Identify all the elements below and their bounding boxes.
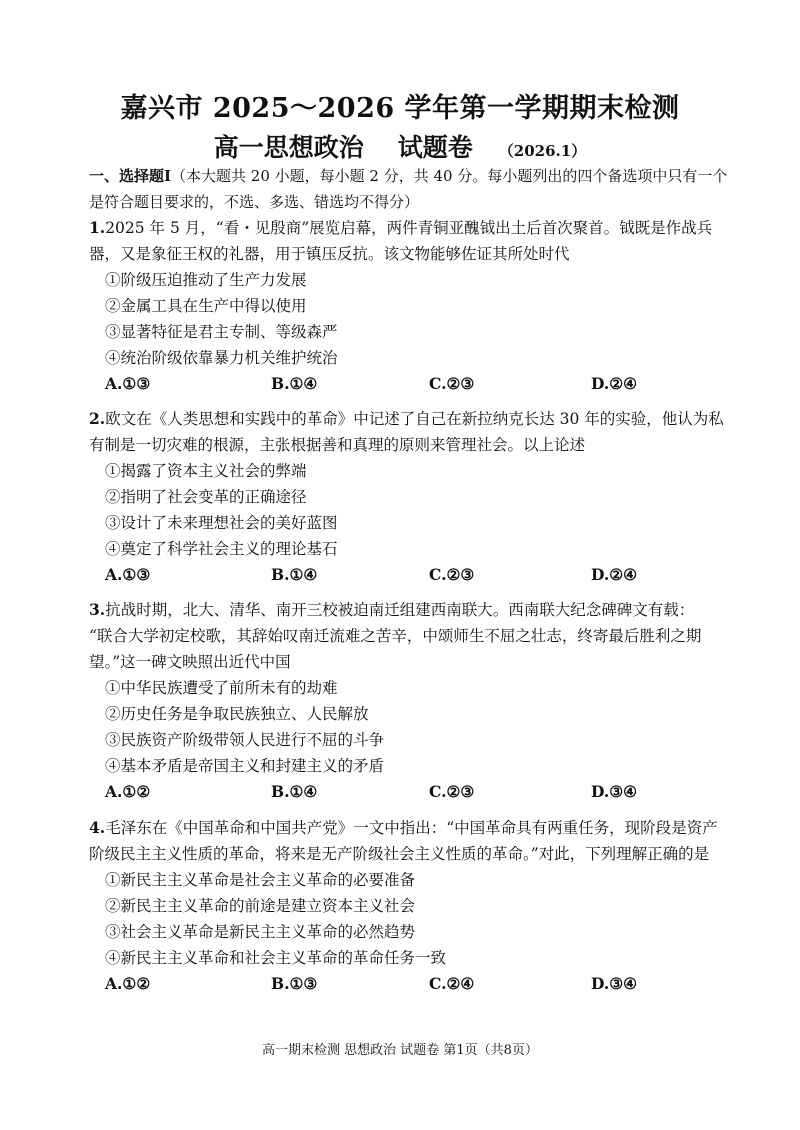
choice-c[interactable]: C.②④ [429,974,475,993]
option-statement: ②金属工具在生产中得以使用 [105,297,307,315]
choice-d[interactable]: D.②④ [591,565,638,584]
exam-date: （2026.1） [498,142,587,160]
question-number: 2. [89,409,106,428]
subject-title: 高一思想政治 [213,133,364,162]
question-4 [89,815,729,997]
option-statement: ①新民主主义革命是社会主义革命的必要准备 [105,871,416,889]
choice-a[interactable]: A.①② [105,782,151,801]
option-statement: ①阶级压迫推动了生产力发展 [105,271,307,289]
option-statement: ②指明了社会变革的正确途径 [105,488,307,506]
option-statement: ③民族资产阶级带领人民进行不屈的斗争 [105,731,385,749]
option-statement: ①中华民族遭受了前所未有的劫难 [105,679,338,697]
option-statement: ③设计了未来理想社会的美好蓝图 [105,514,338,532]
question-quote: “联合大学初定校歌，其辞始叹南迁流难之苦辛，中颂师生不屈之壮志，终寄最后胜利之期望。”这一碑文映照出近代中国 [89,627,702,671]
option-statement: ②历史任务是争取民族独立、人民解放 [105,705,369,723]
answer-choices [105,971,729,997]
question-text: 欧文在《人类思想和实践中的革命》中记述了自己在新拉纳克长达 30 年的实验，他认为私有制是一切灾难的根源，主张根据善和真理的原则来管理社会。以上论述 [89,410,724,454]
exam-subtitle [0,128,800,164]
question-stem [89,815,729,867]
choice-c[interactable]: C.②③ [429,565,475,584]
choice-d[interactable]: D.②④ [591,374,638,393]
question-text: 抗战时期，北大、清华、南开三校被迫南迁组建西南联大。西南联大纪念碑碑文有载： [105,601,695,619]
question-number: 3. [89,600,106,619]
question-2 [89,406,729,588]
choice-a[interactable]: A.①③ [105,374,151,393]
option-statement: ④新民主主义革命和社会主义革命的革命任务一致 [105,949,447,967]
section-instructions [89,163,729,215]
choice-a[interactable]: A.①③ [105,565,151,584]
option-statement: ④统治阶级依靠暴力机关维护统治 [105,349,338,367]
question-number: 1. [89,218,106,237]
option-statement: ③社会主义革命是新民主主义革命的必然趋势 [105,923,416,941]
option-statement: ④奠定了科学社会主义的理论基石 [105,540,338,558]
question-stem [89,215,729,267]
paper-type: 试题卷 [397,133,473,162]
answer-choices [105,562,729,588]
option-statement: ④基本矛盾是帝国主义和封建主义的矛盾 [105,757,385,775]
answer-choices [105,779,729,805]
question-stem [89,406,729,458]
choice-d[interactable]: D.③④ [591,782,638,801]
choice-b[interactable]: B.①④ [271,565,318,584]
option-statement: ③显著特征是君主专制、等级森严 [105,323,338,341]
choice-a[interactable]: A.①② [105,974,151,993]
question-text: 毛泽东在《中国革命和中国共产党》一文中指出：“中国革命具有两重任务，现阶段是资产阶级民主主义性质的革命，将来是无产阶级社会主义性质的革命。”对此，下列理解正确的是 [89,819,718,863]
section-rules: （本大题共 20 小题，每小题 2 分，共 40 分。每小题列出的四个备选项中只有一个是符合题目要求的，不选、多选、错选均不得分） [89,167,728,211]
question-3 [89,597,729,805]
question-stem [89,597,729,675]
section-heading: 一、选择题Ⅰ [89,167,172,185]
choice-c[interactable]: C.②③ [429,374,475,393]
question-number: 4. [89,818,106,837]
answer-choices [105,371,729,397]
question-text: 2025 年 5 月，“看・见殷商”展览启幕，两件青铜亚醜钺出土后首次聚首。钺既是作战兵器，又是象征王权的礼器，用于镇压反抗。该文物能够佐证其所处时代 [89,219,713,263]
option-statement: ②新民主主义革命的前途是建立资本主义社会 [105,897,416,915]
question-1 [89,215,729,397]
choice-b[interactable]: B.①④ [271,782,318,801]
choice-b[interactable]: B.①④ [271,374,318,393]
exam-title: 嘉兴市 2025～2026 学年第一学期期末检测 [120,93,680,124]
choice-b[interactable]: B.①③ [271,974,318,993]
option-statement: ①揭露了资本主义社会的弊端 [105,462,307,480]
choice-d[interactable]: D.③④ [591,974,638,993]
page-footer: 高一期末检测 思想政治 试题卷 第1页（共8页） [262,1043,538,1058]
choice-c[interactable]: C.②③ [429,782,475,801]
